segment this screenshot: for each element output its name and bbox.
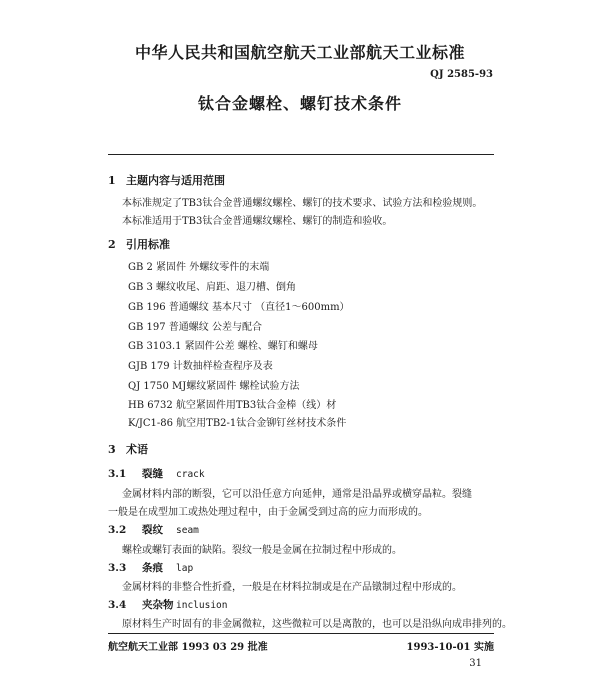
term-zh: 夹杂物 bbox=[142, 599, 174, 611]
reference-item: GB 196 普通螺纹 基本尺寸 （直径1～600mm） bbox=[128, 302, 350, 313]
section-title: 术语 bbox=[126, 443, 148, 456]
term-definition: 金属材料内部的断裂，它可以沿任意方向延伸，通常是沿晶界或横穿晶粒。裂缝 bbox=[122, 489, 472, 500]
term-heading bbox=[108, 597, 227, 612]
reference-item: GB 2 紧固件 外螺纹零件的末端 bbox=[128, 262, 270, 273]
page-number: 31 bbox=[469, 658, 482, 669]
standard-code: QJ 2585-93 bbox=[430, 69, 493, 80]
reference-item: QJ 1750 MJ螺纹紧固件 螺栓试验方法 bbox=[128, 381, 300, 392]
section-title: 引用标准 bbox=[126, 238, 170, 251]
term-en: inclusion bbox=[176, 600, 228, 611]
effective-line: 1993-10-01 实施 bbox=[406, 642, 494, 653]
term-number: 3.3 bbox=[108, 562, 127, 574]
term-definition: 原材料生产时固有的非金属微粒，这些微粒可以是离散的，也可以是沿纵向成串排列的。 bbox=[122, 619, 512, 630]
org-title: 中华人民共和国航空航天工业部航天工业标准 bbox=[134, 43, 465, 62]
term-number: 3.1 bbox=[108, 468, 127, 480]
section-1-paragraph: 本标准规定了TB3钛合金普通螺纹螺栓、螺钉的技术要求、试验方法和检验规则。 bbox=[122, 198, 483, 209]
term-heading bbox=[108, 522, 199, 537]
reference-item: GJB 179 计数抽样检查程序及表 bbox=[128, 361, 273, 372]
reference-item: GB 197 普通螺纹 公差与配合 bbox=[128, 322, 262, 333]
term-heading bbox=[108, 560, 193, 575]
section-1-heading bbox=[108, 172, 225, 188]
issued-line: 航空航天工业部 1993 03 29 批准 bbox=[108, 642, 268, 653]
section-2-heading bbox=[108, 236, 170, 252]
section-title: 主题内容与适用范围 bbox=[126, 174, 225, 187]
section-1-paragraph: 本标准适用于TB3钛合金普通螺纹螺栓、螺钉的制造和验收。 bbox=[122, 216, 393, 227]
term-definition: 螺栓或螺钉表面的缺陷。裂纹一般是金属在拉制过程中形成的。 bbox=[122, 545, 402, 556]
document-title: 钛合金螺栓、螺钉技术条件 bbox=[197, 94, 402, 113]
reference-item: GB 3 螺纹收尾、肩距、退刀槽、倒角 bbox=[128, 282, 297, 293]
section-number: 1 bbox=[108, 174, 116, 187]
term-zh: 条痕 bbox=[142, 562, 163, 574]
section-number: 3 bbox=[108, 443, 116, 456]
reference-item: GB 3103.1 紧固件公差 螺栓、螺钉和螺母 bbox=[128, 341, 318, 352]
header-divider bbox=[108, 154, 494, 155]
term-definition: 一般是在成型加工或热处理过程中，由于金属受到过高的应力而形成的。 bbox=[108, 507, 428, 518]
term-zh: 裂纹 bbox=[142, 524, 163, 536]
term-number: 3.2 bbox=[108, 524, 127, 536]
section-number: 2 bbox=[108, 238, 116, 251]
footer-divider bbox=[108, 633, 494, 634]
term-heading bbox=[108, 466, 205, 481]
term-number: 3.4 bbox=[108, 599, 127, 611]
term-en: crack bbox=[176, 469, 205, 480]
reference-item: K/JC1-86 航空用TB2-1钛合金铆钉丝材技术条件 bbox=[128, 418, 347, 429]
term-definition: 金属材料的非整合性折叠，一般是在材料拉制或是在产品镦制过程中形成的。 bbox=[122, 582, 462, 593]
term-zh: 裂缝 bbox=[142, 468, 163, 480]
reference-item: HB 6732 航空紧固件用TB3钛合金棒（线）材 bbox=[128, 400, 337, 411]
section-3-heading bbox=[108, 441, 148, 457]
term-en: lap bbox=[176, 563, 194, 574]
term-en: seam bbox=[176, 525, 199, 536]
